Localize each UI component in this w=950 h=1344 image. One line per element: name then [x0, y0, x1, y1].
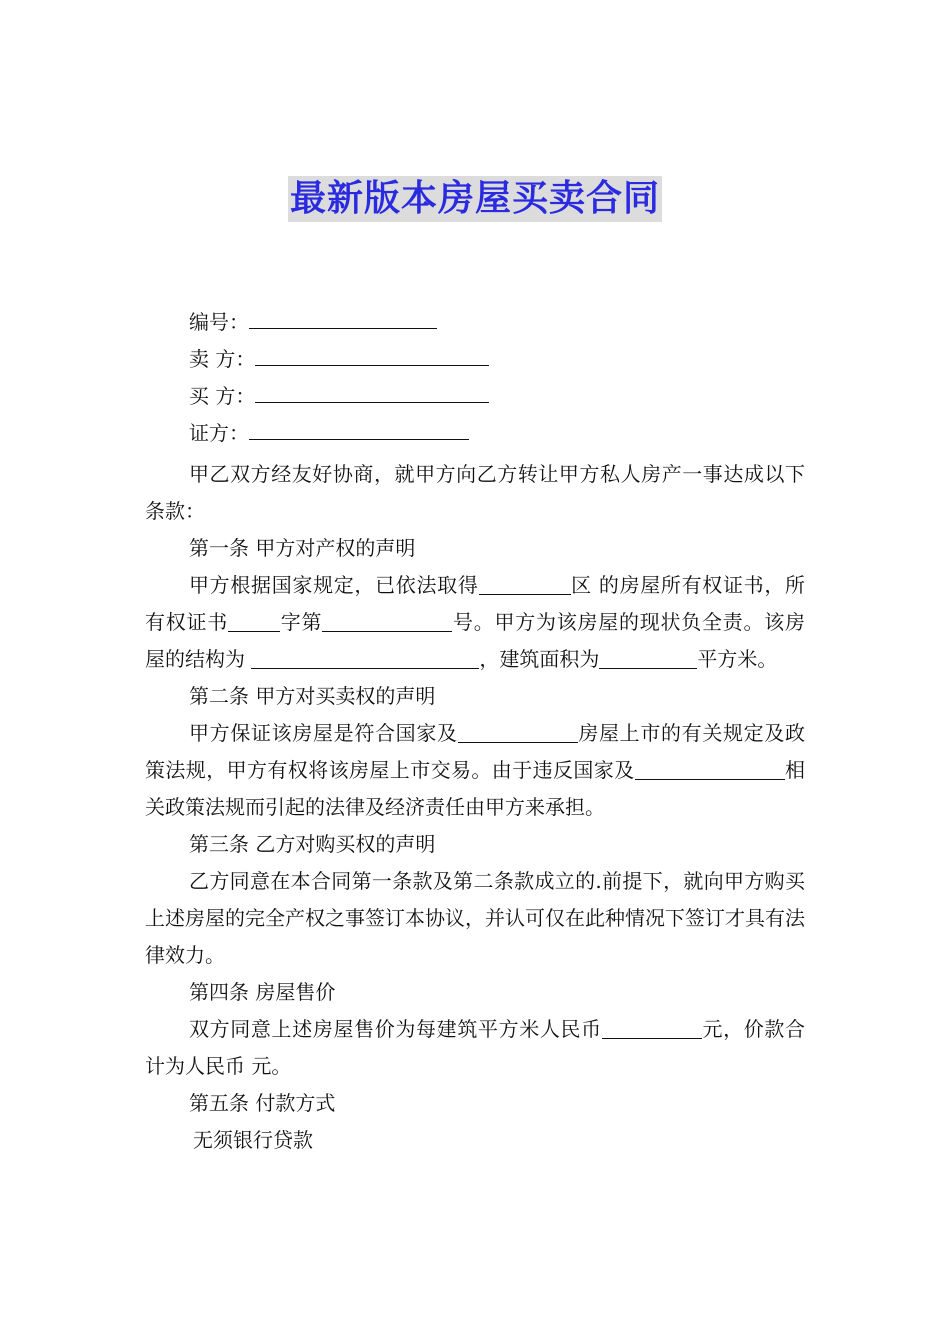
intro-paragraph: 甲乙双方经友好协商，就甲方向乙方转让甲方私人房产一事达成以下条款： — [145, 462, 805, 523]
article1-text-3: 字第 — [280, 610, 323, 634]
buyer-field — [189, 384, 489, 408]
certificate-number-blank — [322, 611, 452, 632]
article1-text-2: 区 的房屋所有权证书，所有权证书 — [145, 573, 805, 634]
region-blank-2 — [635, 759, 785, 780]
number-field — [189, 310, 437, 334]
structure-blank — [251, 648, 479, 669]
price-blank — [602, 1018, 702, 1039]
buyer-blank — [255, 384, 489, 403]
article1-paragraph — [145, 567, 805, 678]
article4-text-1: 双方同意上述房屋售价为每建筑平方米人民币 — [189, 1017, 602, 1041]
article4-heading: 第四条 房屋售价 — [189, 980, 336, 1004]
article1-text-6: 平方米。 — [697, 647, 778, 671]
witness-label: 证方： — [189, 421, 249, 445]
number-blank — [249, 310, 437, 329]
article2-text-3: 相关政策法规而引起的法律及经济责任由甲方来承担。 — [145, 758, 806, 819]
contract-body — [145, 456, 805, 1159]
title-wrapper — [0, 176, 950, 222]
article3-heading: 第三条 乙方对购买权的声明 — [189, 832, 436, 856]
article1-text-5: ，建筑面积为 — [479, 647, 600, 671]
article5-paragraph: 无须银行贷款 — [193, 1128, 313, 1152]
article2-text-1: 甲方保证该房屋是符合国家及 — [189, 721, 458, 745]
article2-paragraph — [145, 715, 805, 826]
article3-paragraph: 乙方同意在本合同第一条款及第二条款成立的.前提下，就向甲方购买上述房屋的完全产权之事签订本协议，并认可仅在此种情况下签订才具有法律效力。 — [145, 869, 805, 967]
article4-paragraph — [145, 1011, 805, 1085]
witness-field — [189, 421, 469, 445]
article2-text-2: 房屋上市的有关规定及政策法规，甲方有权将该房屋上市交易。由于违反国家及 — [145, 721, 806, 782]
buyer-label: 买 方： — [189, 384, 256, 408]
number-label: 编号： — [189, 310, 249, 334]
article1-text-1: 甲方根据国家规定，已依法取得 — [189, 573, 479, 597]
article1-heading: 第一条 甲方对产权的声明 — [189, 536, 416, 560]
article2-heading: 第二条 甲方对买卖权的声明 — [189, 684, 436, 708]
area-blank — [599, 648, 697, 669]
article1-text-4: 号。甲方为该房屋的现状负全责。该房屋的结构为 — [145, 610, 805, 671]
seller-label: 卖 方： — [189, 347, 256, 371]
article5-heading: 第五条 付款方式 — [189, 1091, 336, 1115]
certificate-prefix-blank — [228, 611, 280, 632]
witness-blank — [249, 421, 469, 440]
district-blank — [479, 574, 571, 595]
article4-text-2: 元，价款合计为人民币 元。 — [145, 1017, 806, 1078]
seller-blank — [255, 347, 489, 366]
region-blank — [458, 722, 578, 743]
seller-field — [189, 347, 489, 371]
document-title: 最新版本房屋买卖合同 — [288, 176, 662, 222]
